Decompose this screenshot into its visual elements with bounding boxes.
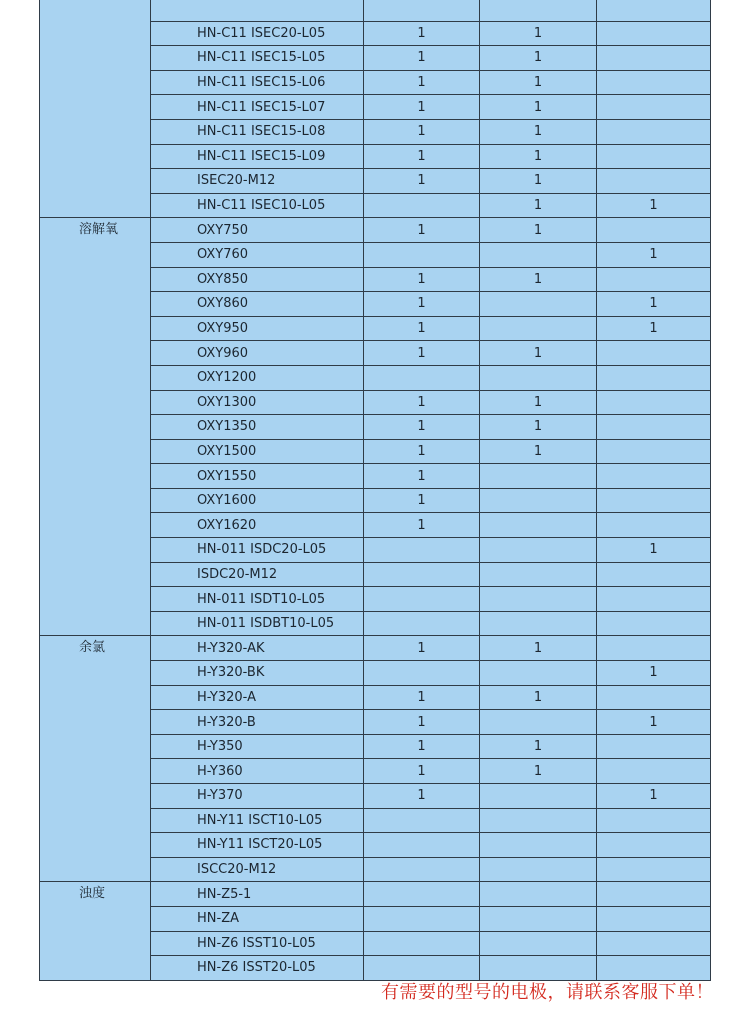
quantity-cell-b: 1 — [480, 21, 597, 46]
model-cell: HN-C11 ISEC15-L07 — [151, 95, 364, 120]
quantity-cell-c — [597, 857, 711, 882]
quantity-cell-a: 1 — [364, 685, 480, 710]
quantity-cell-a — [364, 906, 480, 931]
quantity-cell-b: 1 — [480, 341, 597, 366]
model-cell: HN-C11 ISEC15-L09 — [151, 144, 364, 169]
quantity-cell-a: 1 — [364, 636, 480, 661]
model-cell: H-Y320-A — [151, 685, 364, 710]
quantity-cell-c: 1 — [597, 784, 711, 809]
quantity-cell-b — [480, 365, 597, 390]
model-cell: H-Y320-AK — [151, 636, 364, 661]
quantity-cell-a — [364, 538, 480, 563]
quantity-cell-c — [597, 931, 711, 956]
quantity-cell-a — [364, 562, 480, 587]
quantity-cell-b: 1 — [480, 46, 597, 71]
model-cell: HN-011 ISDBT10-L05 — [151, 611, 364, 636]
model-cell: OXY1500 — [151, 439, 364, 464]
quantity-cell-a: 1 — [364, 710, 480, 735]
quantity-cell-b — [480, 956, 597, 981]
quantity-cell-c — [597, 833, 711, 858]
quantity-cell-a: 1 — [364, 439, 480, 464]
quantity-cell-c: 1 — [597, 292, 711, 317]
quantity-cell-c — [597, 169, 711, 194]
quantity-cell-b — [480, 833, 597, 858]
quantity-cell-c — [597, 587, 711, 612]
quantity-cell-c — [597, 95, 711, 120]
quantity-cell-b — [480, 784, 597, 809]
quantity-cell-b — [480, 587, 597, 612]
quantity-cell-a — [364, 587, 480, 612]
quantity-cell-b: 1 — [480, 439, 597, 464]
model-cell: OXY1550 — [151, 464, 364, 489]
quantity-cell-c — [597, 611, 711, 636]
quantity-cell-c — [597, 70, 711, 95]
quantity-cell-c — [597, 906, 711, 931]
quantity-cell-c — [597, 365, 711, 390]
quantity-cell-c — [597, 341, 711, 366]
model-cell: OXY1620 — [151, 513, 364, 538]
quantity-cell-a: 1 — [364, 390, 480, 415]
quantity-cell-c — [597, 144, 711, 169]
quantity-cell-c — [597, 267, 711, 292]
model-cell: H-Y360 — [151, 759, 364, 784]
model-cell: OXY850 — [151, 267, 364, 292]
quantity-cell-c — [597, 415, 711, 440]
quantity-cell-c — [597, 119, 711, 144]
category-cell: 余氯 — [40, 636, 151, 882]
quantity-cell-c — [597, 464, 711, 489]
quantity-cell-a: 1 — [364, 292, 480, 317]
quantity-cell-b: 1 — [480, 734, 597, 759]
quantity-cell-c — [597, 390, 711, 415]
quantity-cell-b — [480, 562, 597, 587]
quantity-cell-b — [480, 0, 597, 21]
quantity-cell-a: 1 — [364, 267, 480, 292]
model-cell: HN-Z5-1 — [151, 882, 364, 907]
model-cell: H-Y320-BK — [151, 661, 364, 686]
quantity-cell-b: 1 — [480, 685, 597, 710]
quantity-cell-b — [480, 464, 597, 489]
quantity-cell-a: 1 — [364, 316, 480, 341]
model-cell: HN-Z6 ISST20-L05 — [151, 956, 364, 981]
quantity-cell-b: 1 — [480, 169, 597, 194]
quantity-cell-b — [480, 242, 597, 267]
quantity-cell-a: 1 — [364, 759, 480, 784]
model-cell: H-Y320-B — [151, 710, 364, 735]
quantity-cell-c — [597, 218, 711, 243]
category-cell: 浊度 — [40, 882, 151, 980]
quantity-cell-a: 1 — [364, 144, 480, 169]
model-cell — [151, 0, 364, 21]
quantity-cell-b — [480, 931, 597, 956]
model-cell: HN-C11 ISEC15-L05 — [151, 46, 364, 71]
quantity-cell-b — [480, 488, 597, 513]
quantity-cell-b — [480, 292, 597, 317]
quantity-cell-a: 1 — [364, 513, 480, 538]
model-cell: OXY860 — [151, 292, 364, 317]
electrode-model-table — [39, 0, 711, 981]
model-cell: ISCC20-M12 — [151, 857, 364, 882]
quantity-cell-b — [480, 538, 597, 563]
quantity-cell-b: 1 — [480, 218, 597, 243]
quantity-cell-c — [597, 439, 711, 464]
quantity-cell-c: 1 — [597, 242, 711, 267]
quantity-cell-c: 1 — [597, 316, 711, 341]
model-cell: H-Y350 — [151, 734, 364, 759]
quantity-cell-b: 1 — [480, 95, 597, 120]
quantity-cell-b — [480, 808, 597, 833]
quantity-cell-c: 1 — [597, 193, 711, 218]
quantity-cell-b: 1 — [480, 193, 597, 218]
quantity-cell-b — [480, 661, 597, 686]
quantity-cell-a: 1 — [364, 415, 480, 440]
quantity-cell-c — [597, 636, 711, 661]
quantity-cell-b — [480, 611, 597, 636]
quantity-cell-c: 1 — [597, 538, 711, 563]
quantity-cell-a — [364, 0, 480, 21]
quantity-cell-c — [597, 0, 711, 21]
quantity-cell-a — [364, 193, 480, 218]
quantity-cell-a — [364, 365, 480, 390]
quantity-cell-a: 1 — [364, 169, 480, 194]
category-cell: 溶解氧 — [40, 218, 151, 636]
quantity-cell-a — [364, 956, 480, 981]
quantity-cell-b: 1 — [480, 144, 597, 169]
quantity-cell-a: 1 — [364, 21, 480, 46]
quantity-cell-a: 1 — [364, 341, 480, 366]
quantity-cell-b — [480, 882, 597, 907]
quantity-cell-a: 1 — [364, 70, 480, 95]
quantity-cell-b: 1 — [480, 70, 597, 95]
quantity-cell-a: 1 — [364, 119, 480, 144]
model-cell: HN-Y11 ISCT20-L05 — [151, 833, 364, 858]
quantity-cell-a — [364, 661, 480, 686]
model-cell: OXY1200 — [151, 365, 364, 390]
model-cell: HN-C11 ISEC10-L05 — [151, 193, 364, 218]
table-row — [40, 218, 711, 243]
quantity-cell-b — [480, 710, 597, 735]
quantity-cell-b — [480, 906, 597, 931]
model-cell: HN-C11 ISEC20-L05 — [151, 21, 364, 46]
quantity-cell-b — [480, 513, 597, 538]
table-row — [40, 0, 711, 21]
table-row — [40, 882, 711, 907]
table-row — [40, 636, 711, 661]
quantity-cell-a: 1 — [364, 218, 480, 243]
quantity-cell-a — [364, 882, 480, 907]
quantity-cell-c — [597, 46, 711, 71]
model-cell: OXY760 — [151, 242, 364, 267]
quantity-cell-c — [597, 808, 711, 833]
model-cell: OXY750 — [151, 218, 364, 243]
table-body — [40, 0, 711, 980]
quantity-cell-a — [364, 611, 480, 636]
quantity-cell-c — [597, 956, 711, 981]
category-cell — [40, 0, 151, 218]
quantity-cell-a: 1 — [364, 488, 480, 513]
quantity-cell-a: 1 — [364, 95, 480, 120]
model-cell: OXY950 — [151, 316, 364, 341]
quantity-cell-c — [597, 488, 711, 513]
quantity-cell-c — [597, 513, 711, 538]
quantity-cell-a: 1 — [364, 784, 480, 809]
quantity-cell-b: 1 — [480, 119, 597, 144]
model-cell: HN-C11 ISEC15-L06 — [151, 70, 364, 95]
quantity-cell-c — [597, 21, 711, 46]
quantity-cell-b — [480, 316, 597, 341]
model-cell: OXY1300 — [151, 390, 364, 415]
quantity-cell-a — [364, 931, 480, 956]
model-cell: HN-011 ISDT10-L05 — [151, 587, 364, 612]
model-cell: HN-011 ISDC20-L05 — [151, 538, 364, 563]
model-cell: ISEC20-M12 — [151, 169, 364, 194]
quantity-cell-c: 1 — [597, 661, 711, 686]
model-cell: H-Y370 — [151, 784, 364, 809]
order-notice: 有需要的型号的电极，请联系客服下单！ — [381, 982, 714, 1003]
quantity-cell-b: 1 — [480, 267, 597, 292]
model-cell: OXY1350 — [151, 415, 364, 440]
quantity-cell-c — [597, 734, 711, 759]
quantity-cell-b: 1 — [480, 759, 597, 784]
model-cell: HN-Z6 ISST10-L05 — [151, 931, 364, 956]
model-cell: HN-ZA — [151, 906, 364, 931]
quantity-cell-c — [597, 685, 711, 710]
model-cell: HN-Y11 ISCT10-L05 — [151, 808, 364, 833]
model-cell: OXY960 — [151, 341, 364, 366]
quantity-cell-c — [597, 882, 711, 907]
quantity-cell-a: 1 — [364, 464, 480, 489]
quantity-cell-a — [364, 833, 480, 858]
model-cell: HN-C11 ISEC15-L08 — [151, 119, 364, 144]
quantity-cell-a — [364, 857, 480, 882]
quantity-cell-b — [480, 857, 597, 882]
quantity-cell-b: 1 — [480, 415, 597, 440]
quantity-cell-b: 1 — [480, 636, 597, 661]
quantity-cell-b: 1 — [480, 390, 597, 415]
quantity-cell-c — [597, 759, 711, 784]
model-cell: ISDC20-M12 — [151, 562, 364, 587]
quantity-cell-a — [364, 242, 480, 267]
quantity-cell-a: 1 — [364, 734, 480, 759]
model-cell: OXY1600 — [151, 488, 364, 513]
quantity-cell-a: 1 — [364, 46, 480, 71]
quantity-cell-c: 1 — [597, 710, 711, 735]
quantity-cell-c — [597, 562, 711, 587]
quantity-cell-a — [364, 808, 480, 833]
